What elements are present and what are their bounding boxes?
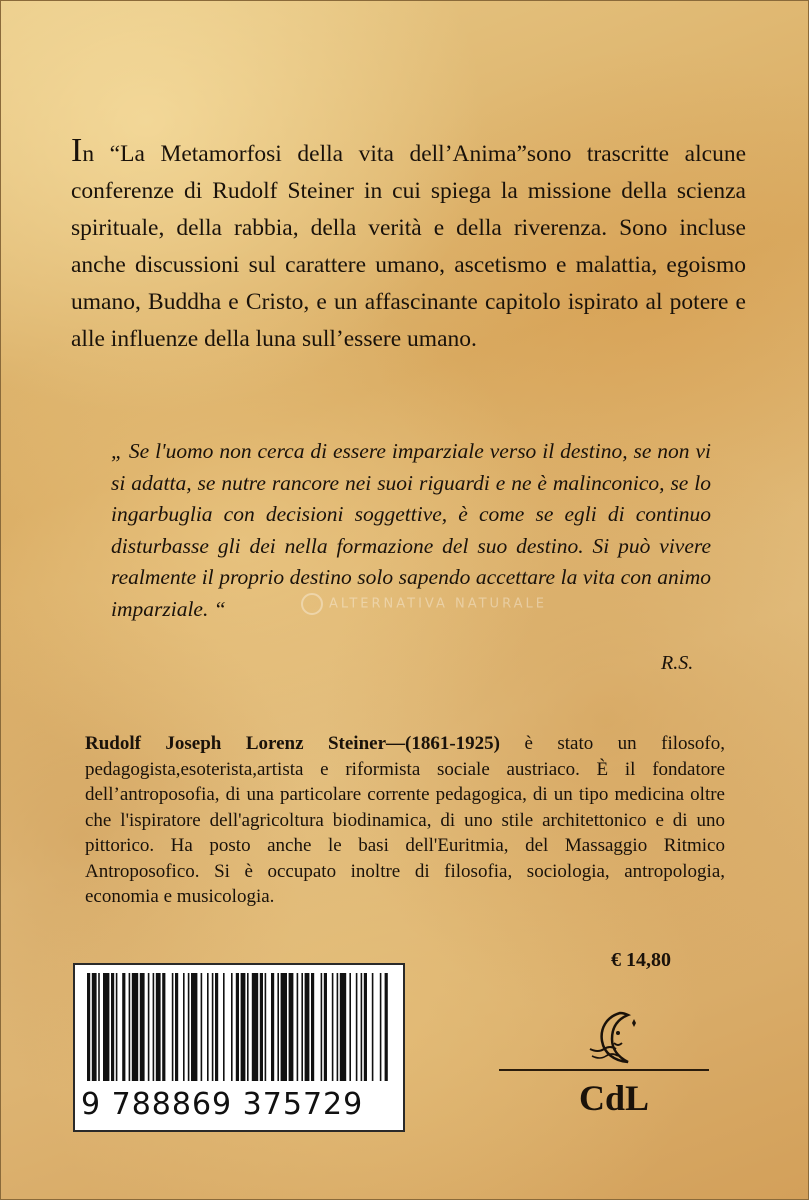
intro-text: n “La Metamorfosi della vita dell’Anima”sono trascritte alcune conferenze di Rudolf Steiner in cui spiega la missione della scienza spirituale, della rabbia, della verità e della riverenza. Sono incluse anche discussioni sul carattere umano, ascetismo e malattia, egoismo umano, Buddha e Cristo, e un affascinante capitolo ispirato al potere e alle influenze della luna sull’essere umano. [71, 141, 746, 352]
price-label: € 14,80 [611, 949, 671, 971]
author-bio [85, 731, 725, 910]
author-bio-text: è stato un filosofo, pedagogista,esoterista,artista e riformista sociale austriaco. È il fondatore dell’antroposofia, di una particolare corrente pedagogica, di un tipo medicina oltre che l'ispiratore dell'agricoltura biodinamica, di uno stile architettonico e di uno pittorico. Ha posto anche le basi dell'Euritmia, del Massaggio Ritmico Antroposofico. Si è occupato inoltre di filosofia, sociologia, antropologia, economia e musicologia. [85, 733, 725, 907]
publisher-rule [499, 1069, 709, 1071]
watermark [301, 593, 547, 615]
watermark-logo-icon [301, 593, 323, 615]
moon-face-icon [584, 1009, 644, 1067]
barcode-icon [83, 973, 395, 1081]
publisher-name: CdL [579, 1078, 650, 1118]
watermark-text: ALTERNATIVA NATURALE [329, 596, 547, 612]
intro-paragraph [71, 134, 746, 358]
steiner-quote: „ Se l'uomo non cerca di essere imparziale verso il destino, se non vi si adatta, se nutre rancore nei suoi riguardi e ne è malinconico, se lo ingarbuglia con decisioni soggettive, è come se egli di continuo disturbasse gli dei nella formazione del suo destino. Si può vivere realmente il proprio destino solo sapendo accettare la vita con animo imparziale. “ [111, 439, 711, 621]
author-name: Rudolf Joseph Lorenz Steiner—(1861-1925) [85, 733, 500, 754]
isbn-number: 9 788869 375729 [81, 1087, 364, 1122]
intro-dropcap: I [71, 132, 83, 169]
barcode [73, 963, 405, 1132]
quote-signature: R.S. [661, 652, 694, 674]
